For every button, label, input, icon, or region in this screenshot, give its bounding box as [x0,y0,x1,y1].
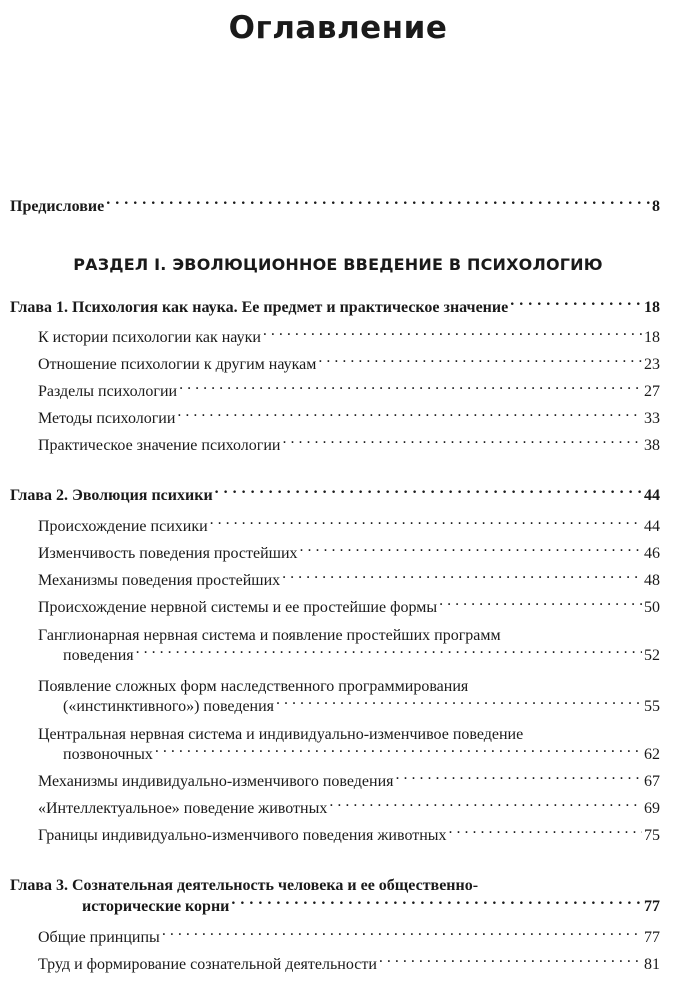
toc-item[interactable] [63,745,660,764]
leader-dots [282,571,642,585]
toc-page-number: 67 [644,773,660,790]
toc-entry-label: Труд и формирование сознательной деятельности [38,956,377,973]
toc-item[interactable] [38,436,660,455]
toc-entry-label: «Интеллектуальное» поведение животных [38,800,328,817]
leader-dots [510,298,642,312]
toc-page-number: 46 [644,545,660,562]
toc-page-number: 77 [644,929,660,946]
toc-item[interactable] [38,772,660,791]
toc-chapter-3-line-1: Глава 3. Сознательная деятельность человека и ее общественно- [10,877,479,894]
toc-item[interactable] [38,571,660,590]
toc-item-line-1: Появление сложных форм наследственного программирования [38,678,469,695]
toc-entry-label: Практическое значение психологии [38,437,281,454]
toc-page-number: 52 [644,647,660,664]
toc-item[interactable] [38,955,660,974]
toc-entry-label: К истории психологии как науки [38,329,261,346]
toc-entry-label: Предисловие [10,198,105,215]
toc-entry-label: Глава 2. Эволюция психики [10,487,213,504]
toc-item[interactable] [38,328,660,347]
toc-entry-label: Происхождение психики [38,518,208,535]
leader-dots [177,409,642,423]
toc-page-number: 18 [644,329,660,346]
toc-entry-label: Границы индивидуально-изменчивого поведения животных [38,827,447,844]
leader-dots [179,382,642,396]
toc-item[interactable] [63,697,660,716]
toc-page-number: 48 [644,572,660,589]
toc-page-number: 69 [644,800,660,817]
leader-dots [155,745,642,759]
leader-dots [395,772,642,786]
toc-page-number: 81 [644,956,660,973]
toc-entry-label: Отношение психологии к другим наукам [38,356,317,373]
toc-item-line-1: Ганглионарная нервная система и появление простейших программ [38,627,501,644]
toc-chapter-3[interactable] [82,897,660,916]
toc-page-number: 77 [644,898,660,915]
toc-item[interactable] [38,355,660,374]
toc-item[interactable] [38,517,660,536]
toc-entry-label: («инстинктивного») поведения [63,698,275,715]
page-title: Оглавление [228,10,448,46]
toc-entry-label: Механизмы индивидуально-изменчивого поведения [38,773,394,790]
toc-entry-label: Механизмы поведения простейших [38,572,281,589]
leader-dots [449,826,642,840]
leader-dots [162,928,642,942]
leader-dots [329,799,642,813]
leader-dots [300,544,642,558]
toc-item[interactable] [38,928,660,947]
toc-page-number: 18 [644,299,660,316]
toc-entry-label: поведения [63,647,134,664]
leader-dots [318,355,642,369]
toc-item[interactable] [38,598,660,617]
leader-dots [276,697,642,711]
toc-page-number: 62 [644,746,660,763]
leader-dots [231,897,642,911]
toc-page-number: 55 [644,698,660,715]
toc-entry-label: Разделы психологии [38,383,178,400]
toc-entry-preface[interactable] [10,197,660,216]
toc-page-number: 23 [644,356,660,373]
leader-dots [282,436,642,450]
toc-entry-label: исторические корни [82,898,230,915]
toc-page-number: 8 [652,198,660,215]
toc-page-number: 38 [644,437,660,454]
leader-dots [379,955,642,969]
toc-chapter-2[interactable] [10,486,660,505]
leader-dots [263,328,642,342]
toc-item-line-1: Центральная нервная система и индивидуально-изменчивое поведение [38,726,524,743]
toc-entry-label: Методы психологии [38,410,176,427]
toc-entry-label: Изменчивость поведения простейших [38,545,298,562]
toc-entry-label: позвоночных [63,746,153,763]
toc-page-number: 75 [644,827,660,844]
toc-chapter-1[interactable] [10,298,660,317]
toc-item[interactable] [38,409,660,428]
toc-page-number: 44 [644,487,660,504]
toc-item[interactable] [63,646,660,665]
toc-entry-label: Глава 1. Психология как наука. Ее предмет и практическое значение [10,299,509,316]
toc-page-number: 44 [644,518,660,535]
toc-entry-label: Происхождение нервной системы и ее простейшие формы [38,599,438,616]
leader-dots [136,646,642,660]
toc-item[interactable] [38,826,660,845]
leader-dots [106,197,650,211]
leader-dots [439,598,642,612]
toc-item[interactable] [38,382,660,401]
toc-page-number: 50 [644,599,660,616]
toc-item[interactable] [38,799,660,818]
toc-item[interactable] [38,544,660,563]
leader-dots [215,486,642,500]
toc-page-number: 27 [644,383,660,400]
toc-entry-label: Общие принципы [38,929,160,946]
toc-page-number: 33 [644,410,660,427]
leader-dots [210,517,642,531]
section-heading: РАЗДЕЛ I. ЭВОЛЮЦИОННОЕ ВВЕДЕНИЕ В ПСИХОЛОГИЮ [73,255,603,274]
